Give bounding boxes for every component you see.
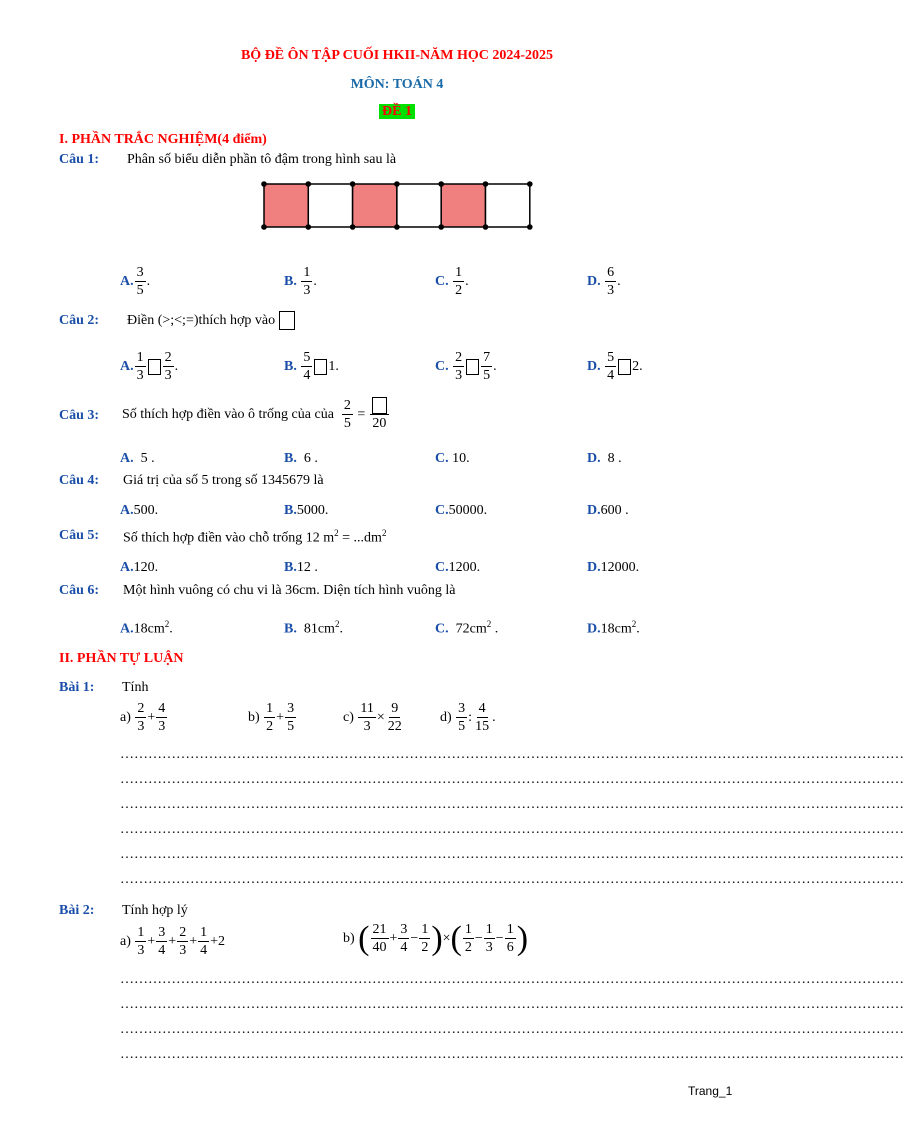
q2-option-c: C. $\frac{2}{3}$ $\frac{7}{5}$ .	[435, 350, 497, 383]
vertex-dot	[306, 181, 312, 187]
q2-text: Điền (>;<;=) thích hợp vào	[127, 311, 295, 330]
q1-option-a: A. $\frac{3}{5}$ .	[120, 265, 151, 298]
answer-line: ……………………………………………………………………………………………………………………………………………………	[120, 997, 904, 1012]
q2-option-b: B. $\frac{5}{4}$ 1 .	[284, 350, 339, 383]
empty-cell	[397, 184, 441, 227]
q1-option-d: D. $\frac{6}{3}$ .	[587, 265, 621, 298]
bai2-label: Bài 2:	[59, 903, 95, 918]
vertex-dot	[350, 181, 356, 187]
answer-line: ……………………………………………………………………………………………………………………………………………………	[120, 872, 904, 887]
vertex-dot	[527, 224, 533, 230]
q1-option-b: B. $\frac{1}{3}$ .	[284, 265, 317, 298]
q6-label: Câu 6:	[59, 583, 100, 598]
q1-label: Câu 1:	[59, 152, 100, 167]
q1-text: Phân số biểu diễn phần tô đậm trong hình sau là	[127, 152, 397, 167]
q3-option-b: B. 6 .	[284, 451, 318, 466]
q1-figure	[258, 178, 536, 234]
document-title: BỘ ĐỀ ÔN TẬP CUỐI HKII-NĂM HỌC 2024-2025	[240, 48, 554, 63]
bai1-text: Tính	[122, 680, 149, 695]
empty-cell	[308, 184, 352, 227]
empty-cell	[486, 184, 530, 227]
shaded-cell	[264, 184, 308, 227]
answer-line: ……………………………………………………………………………………………………………………………………………………	[120, 747, 904, 762]
q3-option-a: A. 5 .	[120, 451, 155, 466]
q2-option-d: D. $\frac{5}{4}$ 2 .	[587, 350, 643, 383]
q2-option-a: A. $\frac{1}{3}$ $\frac{2}{3}$ .	[120, 350, 179, 383]
bai1-part-a: a) $\frac{2}{3}$ + $\frac{4}{3}$	[120, 701, 166, 734]
q2-label: Câu 2:	[59, 313, 100, 328]
bai2-part-a: a) $\frac{1}{3}$ + $\frac{3}{4}$ + $\frac{2}{3}$ + $\frac{1}{4}$ + 2	[120, 925, 226, 958]
q6-text: Một hình vuông có chu vi là 36cm. Diện tích hình vuông là	[123, 583, 456, 598]
vertex-dot	[350, 224, 356, 230]
q4-option-b: B.5000.	[284, 503, 329, 518]
q4-option-d: D.600 .	[587, 503, 629, 518]
q5-text: Số thích hợp điền vào chỗ trống 12 $m^2 = ...dm^2$	[123, 528, 387, 546]
vertex-dot	[394, 181, 400, 187]
bai1-part-d: d) $\frac{3}{5}$ : $\frac{4}{15}$ .	[440, 701, 496, 734]
q3-option-d: D. 8 .	[587, 451, 622, 466]
q1-option-c: C. $\frac{1}{2}$ .	[435, 265, 469, 298]
bai2-part-b: b) ( $\frac{21}{40}$ + $\frac{3}{4}$ − $\frac{1}{2}$ ) × ( $\frac{1}{2}$ − $\frac{1}{3}$ − $\frac{1}{6}$ )	[343, 919, 529, 957]
answer-line: ……………………………………………………………………………………………………………………………………………………	[120, 1047, 904, 1062]
answer-line: ……………………………………………………………………………………………………………………………………………………	[120, 772, 904, 787]
answer-box	[279, 311, 295, 330]
section1-title: I. PHẦN TRẮC NGHIỆM(4 điểm)	[59, 132, 267, 147]
answer-line: ……………………………………………………………………………………………………………………………………………………	[120, 972, 904, 987]
vertex-dot	[527, 181, 533, 187]
q5-option-b: B.12 .	[284, 560, 318, 575]
section2-title: II. PHẦN TỰ LUẬN	[59, 651, 184, 666]
q6-option-a: $A.18cm^2$.	[120, 619, 173, 637]
answer-line: ……………………………………………………………………………………………………………………………………………………	[120, 847, 904, 862]
vertex-dot	[261, 181, 267, 187]
q5-label: Câu 5:	[59, 528, 100, 543]
q5-option-d: D.12000.	[587, 560, 640, 575]
page-number: Trang_1	[688, 1084, 733, 1098]
answer-line: ……………………………………………………………………………………………………………………………………………………	[120, 1022, 904, 1037]
vertex-dot	[394, 224, 400, 230]
subject-title: MÔN: TOÁN 4	[350, 77, 444, 92]
q3-option-c: C. 10.	[435, 451, 470, 466]
bai2-text: Tính hợp lý	[122, 903, 188, 918]
bai1-part-c: c) $\frac{11}{3}$ × $\frac{9}{22}$	[343, 701, 402, 734]
exam-label: ĐỀ 1	[379, 104, 415, 119]
bai1-part-b: b) $\frac{1}{2}$ + $\frac{3}{5}$	[248, 701, 295, 734]
q5-option-c: C.1200.	[435, 560, 481, 575]
exam-label-wrap	[0, 104, 794, 120]
vertex-dot	[483, 224, 489, 230]
q4-option-c: C.50000.	[435, 503, 488, 518]
vertex-dot	[306, 224, 312, 230]
q4-label: Câu 4:	[59, 473, 100, 488]
q6-option-b: B. $81cm^2$.	[284, 619, 343, 637]
q4-text: Giá trị của số 5 trong số 1345679 là	[123, 473, 324, 488]
vertex-dot	[438, 181, 444, 187]
vertex-dot	[438, 224, 444, 230]
vertex-dot	[483, 181, 489, 187]
q5-option-a: A.120.	[120, 560, 159, 575]
q3-text: Số thích hợp điền vào ô trống của của $\frac{2}{5}$ = 20	[122, 397, 390, 432]
shaded-cell	[353, 184, 397, 227]
q3-label: Câu 3:	[59, 408, 100, 423]
q6-option-c: C. $72cm^2$ .	[435, 619, 499, 637]
vertex-dot	[261, 224, 267, 230]
answer-line: ……………………………………………………………………………………………………………………………………………………	[120, 797, 904, 812]
bai1-label: Bài 1:	[59, 680, 95, 695]
q4-option-a: A.500.	[120, 503, 159, 518]
q6-option-d: $D.18cm^2$.	[587, 619, 640, 637]
shaded-cell	[441, 184, 485, 227]
answer-line: ……………………………………………………………………………………………………………………………………………………	[120, 822, 904, 837]
